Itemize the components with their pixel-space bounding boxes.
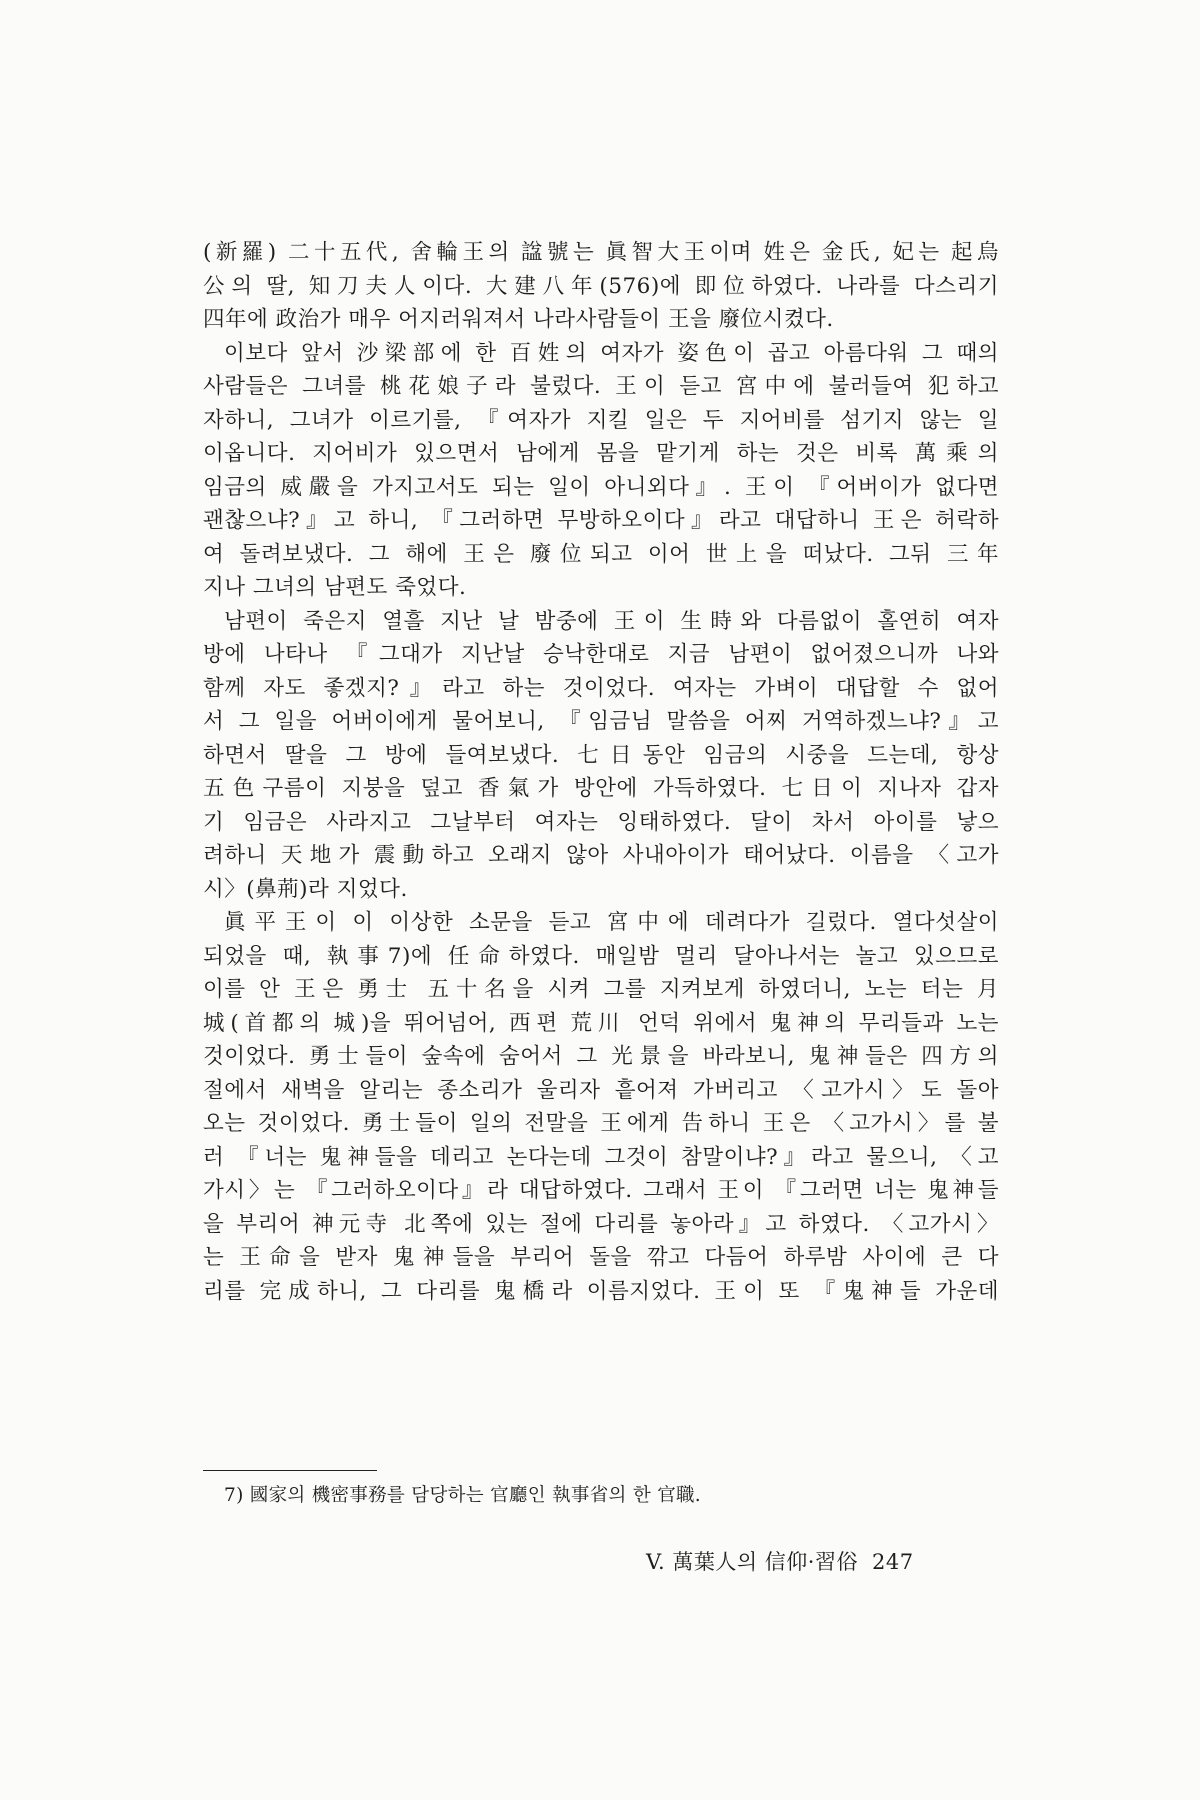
text-line: 방에 나타나 『그대가 지난날 승낙한대로 지금 남편이 없어졌으니까 나와 [203,642,999,667]
text-line: 기 임금은 사라지고 그날부터 여자는 잉태하였다. 달이 차서 아이를 낳으 [203,809,999,835]
running-title: V. 萬葉人의 信仰·習俗 [646,1550,858,1574]
text-line: 자하니, 그녀가 이르기를, 『여자가 지킬 일은 두 지어비를 섬기지 않는 일 [203,407,999,433]
text-line: 절에서 새벽을 알리는 종소리가 울리자 흩어져 가버리고 〈고가시〉도 돌아 [203,1077,999,1103]
text-line: 괜찮으냐?』고 하니, 『그러하면 무방하오이다』라고 대답하니 王은 허락하 [203,508,999,533]
text-line: (新羅) 二十五代, 舍輪王의 諡號는 眞智大王이며 姓은 金氏, 妃는 起烏 [203,240,999,265]
text-line: 眞平王이 이 이상한 소문을 듣고 宮中에 데려다가 길렀다. 열다섯살이 [224,910,999,935]
text-line: 남편이 죽은지 열흘 지난 날 밤중에 王이 生時와 다름없이 홀연히 여자 [224,608,999,634]
text-line: 리를 完成하니, 그 다리를 鬼橋라 이름지었다. 王이 또 『鬼神들 가운데 [203,1278,999,1304]
text-line: 이를 안 王은 勇士 五十名을 시켜 그를 지켜보게 하였더니, 노는 터는 月 [203,977,999,1002]
text-line: 함께 자도 좋겠지?』라고 하는 것이었다. 여자는 가벼이 대답할 수 없어 [203,675,999,701]
text-line: 러 『너는 鬼神들을 데리고 논다는데 그것이 참말이냐?』라고 물으니, 〈고 [203,1144,999,1170]
page-body [203,236,999,1308]
text-line: 서 그 일을 어버이에게 물어보니, 『임금님 말씀을 어찌 거역하겠느냐?』고 [203,709,999,734]
footnote-divider [203,1470,377,1471]
text-line: 四年에 政治가 매우 어지러워져서 나라사람들이 王을 廢位시켰다. [203,307,834,332]
text-line: 오는 것이었다. 勇士들이 일의 전말을 王에게 告하니 王은 〈고가시〉를 불 [203,1111,999,1136]
text-line: 城(首都의 城)을 뛰어넘어, 西편 荒川 언덕 위에서 鬼神의 무리들과 노는 [203,1010,999,1036]
running-footer [646,1546,914,1578]
text-line: 시〉(鼻荊)라 지었다. [203,876,408,902]
text-line: 을 부리어 神元寺 北쪽에 있는 절에 다리를 놓아라』고 하였다. 〈고가시〉 [203,1211,999,1237]
text-line: 여 돌려보냈다. 그 해에 王은 廢位되고 이어 世上을 떠났다. 그뒤 三年 [203,541,999,567]
text-line: 하면서 딸을 그 방에 들여보냈다. 七日동안 임금의 시중을 드는데, 항상 [203,742,999,768]
text-line: 되었을 때, 執事7)에 任命하였다. 매일밤 멀리 달아나서는 놀고 있으므로 [203,943,999,969]
text-line: 公의 딸, 知刀夫人이다. 大建八年(576)에 即位하였다. 나라를 다스리기 [203,273,999,299]
text-line: 가시〉는 『그러하오이다』라 대답하였다. 그래서 王이 『그러면 너는 鬼神들 [203,1178,999,1203]
text-line: 사람들은 그녀를 桃花娘子라 불렀다. 王이 듣고 宮中에 불러들여 犯하고 [203,374,999,399]
page-number: 247 [871,1550,914,1574]
text-line: 지나 그녀의 남편도 죽었다. [203,575,467,600]
text-line: 이보다 앞서 沙梁部에 한 百姓의 여자가 姿色이 곱고 아름다워 그 때의 [224,340,999,366]
text-line: 임금의 威嚴을 가지고서도 되는 일이 아니외다』. 王이 『어버이가 없다면 [203,474,999,500]
text-line: 것이었다. 勇士들이 숲속에 숨어서 그 光景을 바라보니, 鬼神들은 四方의 [203,1044,999,1069]
text-line: 이옵니다. 지어비가 있으면서 남에게 몸을 맡기게 하는 것은 비록 萬乘의 [203,441,999,466]
footnote: 7) 國家의 機密事務를 담당하는 官廳인 執事省의 한 官職. [224,1485,701,1506]
text-line: 는 王命을 받자 鬼神들을 부리어 돌을 깎고 다듬어 하루밤 사이에 큰 다 [203,1245,999,1270]
text-line: 五色구름이 지붕을 덮고 香氣가 방안에 가득하였다. 七日이 지나자 갑자 [203,776,999,801]
text-line: 려하니 天地가 震動하고 오래지 않아 사내아이가 태어났다. 이름을 〈고가 [203,843,999,868]
